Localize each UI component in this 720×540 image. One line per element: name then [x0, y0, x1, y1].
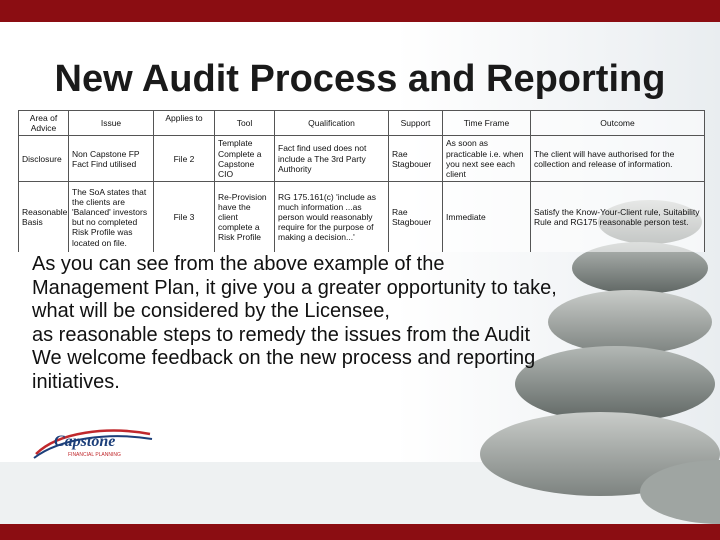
cell-issue: The SoA states that the clients are 'Balanced' investors but no completed Risk Profile was located on file.	[69, 182, 154, 253]
body-line: Management Plan, it give you a greater opportunity to take,	[32, 276, 557, 299]
cell-area: Disclosure	[19, 136, 69, 182]
logo-tagline: FINANCIAL PLANNING	[68, 452, 121, 458]
cell-qualification: Fact find used does not include a The 3rd Party Authority	[275, 136, 389, 182]
body-line: We welcome feedback on the new process and reporting	[32, 347, 536, 369]
slide-title: New Audit Process and Reporting	[54, 58, 666, 100]
header-applies-to: Applies to	[154, 111, 215, 136]
body-line: as reasonable steps to remedy the issues from the Audit	[32, 323, 531, 346]
header-area-of-advice: Area of Advice	[19, 111, 69, 136]
table-row	[19, 136, 705, 182]
header-issue: Issue	[69, 111, 154, 136]
cell-outcome: Satisfy the Know-Your-Client rule, Suitability Rule and RG175 reasonable person test.	[531, 182, 705, 253]
logo-wordmark: Capstone	[54, 433, 116, 450]
header-qualification: Qualification	[275, 111, 389, 136]
capstone-logo	[28, 424, 158, 464]
cell-time-frame: As soon as practicable i.e. when you next see each client	[443, 136, 531, 182]
body-paragraph	[32, 253, 692, 394]
header-support: Support	[389, 111, 443, 136]
cell-issue: Non Capstone FP Fact Find utilised	[69, 136, 154, 182]
cell-qualification: RG 175.161(c) 'include as much information ...as person would reasonably require for the purpose of making a decision...'	[275, 182, 389, 253]
cell-support: Rae Stagbouer	[389, 136, 443, 182]
body-line: As you can see from the above example of the	[32, 253, 445, 275]
header-time-frame: Time Frame	[443, 111, 531, 136]
cell-tool: Re-Provision have the client complete a Risk Profile	[215, 182, 275, 253]
cell-support: Rae Stagbouer	[389, 182, 443, 253]
cell-outcome: The client will have authorised for the collection and release of information.	[531, 136, 705, 182]
header-tool: Tool	[215, 111, 275, 136]
cell-area: Reasonable Basis	[19, 182, 69, 253]
bottom-accent-bar	[0, 524, 720, 540]
cell-applies: File 2	[154, 136, 215, 182]
body-line: what will be considered by the Licensee,	[32, 300, 390, 322]
cell-applies: File 3	[154, 182, 215, 253]
header-outcome: Outcome	[531, 111, 705, 136]
table-header-row	[19, 111, 705, 136]
table-row	[19, 182, 705, 253]
management-plan-table	[18, 110, 705, 252]
cell-time-frame: Immediate	[443, 182, 531, 253]
cell-tool: Template Complete a Capstone CIO	[215, 136, 275, 182]
body-line: initiatives.	[32, 370, 120, 393]
top-accent-bar	[0, 0, 720, 22]
